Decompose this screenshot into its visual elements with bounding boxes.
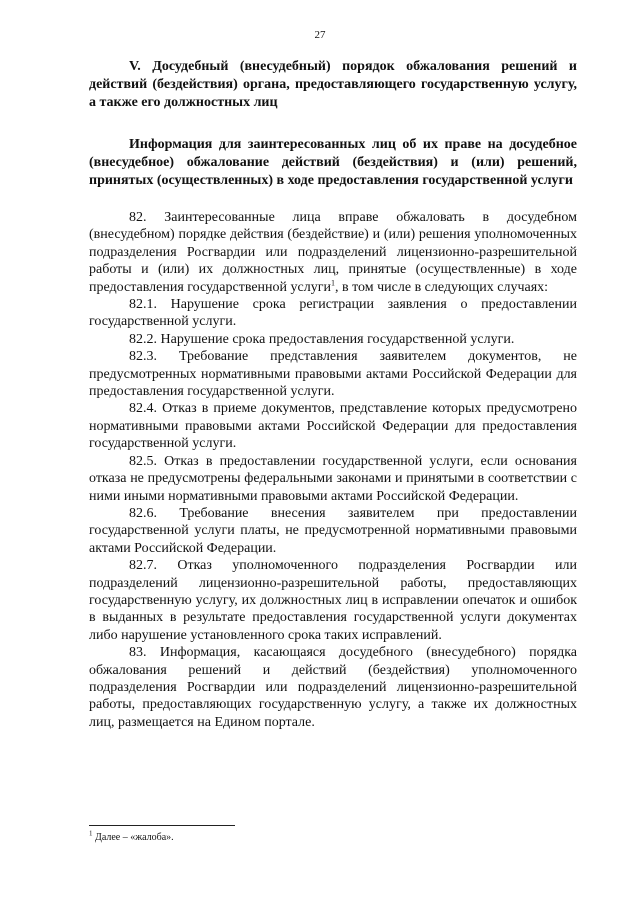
paragraph-82-4: 82.4. Отказ в приеме документов, представление которых предусмотрено нормативными правовыми актами Российской Федерации для предоставления государственной услуги. <box>89 401 577 452</box>
footnote-reference[interactable]: 1 <box>330 277 335 287</box>
paragraph-82-6: 82.6. Требование внесения заявителем при предоставлении государственной услуги платы, не предусмотренной нормативными правовыми актами Российской Федерации. <box>89 505 577 556</box>
paragraph-82-2: 82.2. Нарушение срока предоставления государственной услуги. <box>129 331 515 347</box>
footnote <box>89 831 174 844</box>
paragraph-82-5: 82.5. Отказ в предоставлении государственной услуги, если основания отказа не предусмотрены федеральными законами и принятыми в соответствии с ними иными нормативными правовыми актами Российской Федерации. <box>89 453 577 504</box>
subsection-title: Информация для заинтересованных лиц об их праве на досудебное (внесудебное) обжалование действий (бездействия) и (или) решений, принятых (осуществленных) в ходе предоставления государственной услуги <box>89 137 577 188</box>
paragraph-82-text: 82. Заинтересованные лица вправе обжаловать в досудебном (внесудебном) порядке действия (бездействие) и (или) решения уполномоченных подразделения Росгвардии или подразделений лицензионно-разрешительной работы и (или) их должностных лиц, принятые (осуществленные) в ходе предоставления государственной услуги <box>89 210 577 295</box>
section-title: V. Досудебный (внесудебный) порядок обжалования решений и действий (бездействия) органа, предоставляющего государственную услугу, а также его должностных лиц <box>89 59 577 110</box>
footnote-mark: 1 <box>89 829 93 838</box>
footnote-separator <box>89 825 235 826</box>
footnote-text: Далее – «жалоба». <box>92 832 174 843</box>
paragraph-83: 83. Информация, касающаяся досудебного (внесудебного) порядка обжалования решений и действий (бездействия) уполномоченного подразделения Росгвардии или подразделений лицензионно-разрешительной работы, предоставляющих государственную услугу, а также их должностных лиц, размещается на Едином портале. <box>89 645 577 730</box>
paragraph-82-tail: , в том числе в следующих случаях: <box>334 279 549 295</box>
page-number: 27 <box>314 29 326 41</box>
document-body <box>89 58 577 731</box>
paragraph-list <box>89 209 577 731</box>
paragraph-82-1: 82.1. Нарушение срока регистрации заявления о предоставлении государственной услуги. <box>89 297 577 330</box>
paragraph-82-7: 82.7. Отказ уполномоченного подразделения Росгвардии или подразделений лицензионно-разрешительной работы, предоставляющих государственную услугу, их должностных лиц в исправлении опечаток и ошибок в выданных в результате предоставления государственной услуги документах либо нарушение установленного срока таких исправлений. <box>89 558 577 643</box>
paragraph-82 <box>89 209 577 296</box>
paragraph-82-3: 82.3. Требование представления заявителем документов, не предусмотренных нормативными правовыми актами Российской Федерации для предоставления государственной услуги. <box>89 349 577 400</box>
